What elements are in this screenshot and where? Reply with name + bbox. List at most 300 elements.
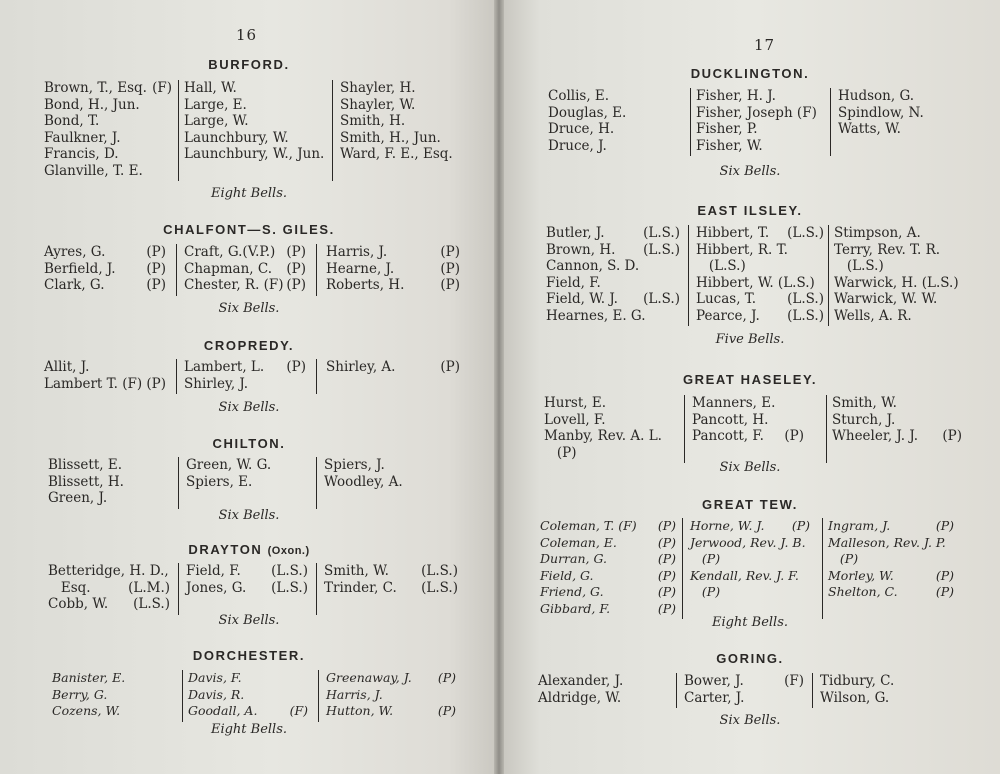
ringer-entry [540,551,676,568]
ringer-name: Lucas, T. [696,291,757,307]
name-column [820,673,940,706]
ringer-name: Spiers, E. [186,473,253,490]
parish-title [500,497,1000,512]
ringer-name: Horne, W. J. [690,518,765,533]
bell-count: Six Bells. [218,508,280,523]
ringer-name: Glanville, T. E. [44,162,143,179]
ringer-office-tag: (L.S.) [787,225,824,241]
bell-count: Six Bells. [719,713,781,728]
ringer-name: Smith, H., Jun. [340,129,441,146]
ringer-name: (P) [690,584,721,599]
ringer-office-tag: (L.S.) [787,291,824,307]
name-column [832,395,962,445]
ringer-name: (P) [828,551,859,566]
ringer-name: Bond, H., Jun. [44,96,140,113]
ringer-entry [692,428,804,445]
ringer-office-tag: (P) [935,518,954,533]
column-divider [332,80,333,181]
bell-count: Six Bells. [218,400,280,415]
parish-title [0,436,498,451]
name-column [696,225,824,324]
ringer-entry [834,242,964,259]
ringer-entry [44,130,172,147]
ringer-office-tag: (L.M.) [128,579,170,596]
parish-title-text: CHILTON. [212,436,286,451]
ringer-name: Green, W. G. [186,457,272,473]
ringer-name: Carter, J. [684,689,745,706]
ringer-entry [544,445,672,462]
ringer-entry [544,428,672,445]
ringer-name: Collis, E. [548,88,610,104]
ringer-office-tag: (L.S.) [133,596,170,612]
ringer-entry [828,518,954,535]
ringer-office-tag: (P) [657,518,676,533]
ringer-name: Malleson, Rev. J. P. [828,534,946,550]
ringer-name: Fisher, Joseph (F) [696,104,817,121]
ringer-name: Ayres, G. [44,244,106,260]
ringer-entry [44,376,166,393]
ringer-entry [544,395,672,412]
ringer-entry [52,687,174,704]
ringer-name: Field, F. [186,563,241,579]
ringer-name: Hibbert, R. T. [696,241,788,258]
ringer-entry [828,551,954,568]
ringer-entry [548,138,674,155]
ringer-entry [690,551,810,568]
ringer-entry [540,535,676,552]
parish-title-text: GREAT HASELEY. [682,372,818,387]
ringer-entry [186,457,308,474]
ringer-entry [326,359,460,376]
ringer-office-tag: (P) [657,534,676,550]
ringer-name: Aldridge, W. [538,689,622,706]
ringer-name: Wheeler, J. J. [832,428,919,444]
ringer-entry [184,80,326,97]
ringer-name: Coleman, E. [540,534,617,550]
parish-title [500,372,1000,387]
ringer-entry [546,308,680,325]
bell-count: Eight Bells. [210,186,288,201]
ringer-name: Tidbury, C. [820,673,895,689]
ringer-name: Shelton, C. [828,584,898,599]
ringer-name: Fisher, W. [696,137,763,154]
ringer-entry [326,277,460,294]
ringer-entry [838,121,958,138]
column-divider [682,518,683,619]
ringer-entry [690,584,810,601]
ringer-entry [834,225,964,242]
parish-title-qualifier: (Oxon.) [267,545,310,557]
ringer-office-tag: (P) [935,567,954,583]
ringer-name: Hibbert, T. [696,225,770,241]
ringer-name: Ward, F. E., Esq. [340,146,453,162]
ringer-office-tag: (L.S.) [271,579,308,596]
ringer-name: (P) [544,444,577,461]
ringer-name: Hearnes, E. G. [546,307,646,324]
ringer-name: Bond, T. [44,113,100,129]
name-column [538,673,668,706]
ringer-entry [684,690,804,707]
name-column [696,88,824,154]
ringer-name: Butler, J. [546,225,605,241]
ringer-entry [52,703,174,720]
parish-title-text: CROPREDY. [203,338,295,353]
ringer-name: Field, G. [540,567,594,583]
ringer-entry [340,80,462,97]
ringer-entry [186,563,308,580]
ringer-office-tag: (P) [437,703,456,718]
ringer-office-tag: (P) [935,584,954,599]
ringer-office-tag: (F) [289,703,308,718]
name-column [186,563,308,596]
ringer-name: Watts, W. [838,121,901,137]
ringer-entry [184,130,326,147]
ringer-entry [44,97,172,114]
ringer-name: Sturch, J. [832,411,896,428]
ringer-name: Warwick, H. (L.S.) [834,274,959,291]
ringer-entry [48,474,170,491]
name-column [692,395,804,445]
ringer-name: Betteridge, H. D., [48,563,169,579]
ringer-name: Harris, J. [326,686,383,702]
ringer-name: Davis, F. [188,670,242,685]
column-divider [684,395,685,463]
ringer-entry [184,244,306,261]
ringer-name: Jones, G. [186,579,247,596]
ringer-office-tag: (F) [784,673,804,689]
ringer-name: Hibbert, W. (L.S.) [696,274,815,291]
ringer-entry [44,80,172,97]
ringer-entry [538,673,668,690]
ringer-office-tag: (P) [657,551,676,566]
ringer-name: Manby, Rev. A. L. [544,428,662,444]
ringer-name: Blissett, H. [48,473,124,490]
ringer-entry [184,261,306,278]
ringer-name: Smith, W. [324,563,389,579]
ringer-entry [184,97,326,114]
ringer-entry [696,225,824,242]
bell-count: Six Bells. [719,164,781,179]
parish-title [500,651,1000,666]
ringer-entry [696,88,824,105]
ringer-name: Francis, D. [44,146,119,162]
ringer-entry [696,138,824,155]
ringer-name: Chester, R. (F) [184,277,284,293]
ringer-name: Esq. [48,579,91,596]
column-divider [178,563,179,615]
name-column [548,88,674,154]
ringer-name: Fisher, P. [696,121,758,137]
ringer-name: Druce, J. [548,137,607,154]
column-divider [316,244,317,296]
ringer-entry [184,146,326,163]
ringer-entry [834,291,964,308]
ringer-entry [690,518,810,535]
ringer-name: Craft, G.(V.P.) [184,244,276,260]
ringer-entry [184,113,326,130]
ringer-entry [696,121,824,138]
ringer-name: Spiers, J. [324,457,385,473]
ringer-entry [188,703,308,720]
column-divider [316,563,317,615]
ringer-name: Hearne, J. [326,260,395,277]
parish-title-text: DRAYTON [188,542,263,557]
column-divider [176,244,177,296]
book-gutter [494,0,504,774]
ringer-entry [48,490,170,507]
ringer-entry [188,687,308,704]
ringer-entry [546,242,680,259]
ringer-entry [44,163,172,180]
ringer-entry [186,580,308,597]
ringer-name: Lovell, F. [544,411,606,428]
ringer-entry [48,457,170,474]
parish-title-text: CHALFONT—S. GILES. [163,222,335,237]
ringer-name: Hurst, E. [544,395,607,411]
ringer-entry [340,146,462,163]
parish-title-text: DUCKLINGTON. [690,66,810,81]
ringer-name: Blissett, E. [48,457,122,473]
parish-title-text: BURFORD. [208,57,290,72]
parish-title [0,338,498,353]
ringer-name: Cobb, W. [48,596,109,612]
bell-count: Eight Bells. [711,615,789,630]
ringer-name: Clark, G. [44,277,105,293]
ringer-name: Durran, G. [540,551,607,566]
ringer-entry [832,395,962,412]
ringer-name: Brown, H. [546,241,616,258]
ringer-entry [44,261,166,278]
ringer-entry [540,584,676,601]
bell-count: Eight Bells. [210,722,288,737]
ringer-entry [690,535,810,552]
ringer-name: Banister, E. [52,670,126,685]
parish-title-text: DORCHESTER. [192,648,306,663]
ringer-office-tag: (P) [286,260,306,277]
ringer-name: Warwick, W. W. [834,291,938,307]
column-divider [826,395,827,463]
name-column [184,80,326,163]
ringer-entry [44,113,172,130]
ringer-entry [188,670,308,687]
ringer-office-tag: (P) [286,244,306,260]
ringer-entry [44,277,166,294]
ringer-name: Smith, H. [340,113,406,129]
ringer-name: Wilson, G. [820,689,890,706]
ringer-entry [186,474,308,491]
ringer-entry [696,242,824,259]
ringer-entry [546,225,680,242]
ringer-name: Large, E. [184,96,247,113]
column-divider [812,673,813,708]
ringer-name: Spindlow, N. [838,104,924,121]
column-divider [828,225,829,326]
ringer-name: Morley, W. [828,567,894,583]
ringer-office-tag: (L.S.) [643,291,680,307]
ringer-office-tag: (L.S.) [787,307,824,324]
name-column [838,88,958,138]
column-divider [178,457,179,509]
ringer-name: Brown, T., Esq. [44,80,147,96]
ringer-name: Pancott, F. [692,428,764,444]
name-column [52,670,174,720]
ringer-office-tag: (L.S.) [643,225,680,241]
name-column [48,563,170,613]
ringer-office-tag: (P) [286,359,306,375]
bell-count: Six Bells. [719,460,781,475]
ringer-entry [324,563,458,580]
ringer-name: Gibbard, F. [540,600,611,616]
ringer-name: Douglas, E. [548,104,627,121]
ringer-name: Woodley, A. [324,473,403,490]
name-column [326,359,460,376]
name-column [690,518,810,601]
ringer-entry [48,580,170,597]
ringer-name: Trinder, C. [324,579,397,596]
name-column [546,225,680,324]
name-column [186,457,308,490]
ringer-entry [696,275,824,292]
right-page [500,0,1000,774]
ringer-entry [52,670,174,687]
ringer-entry [696,105,824,122]
ringer-entry [546,291,680,308]
column-divider [688,225,689,326]
ringer-office-tag: (P) [791,518,810,533]
parish-title [0,542,498,557]
ringer-name: Goodall, A. [188,703,258,718]
name-column [340,80,462,163]
name-column [184,244,306,294]
bell-count: Six Bells. [218,613,280,628]
ringer-office-tag: (P) [784,428,804,444]
column-divider [316,359,317,394]
column-divider [830,88,831,156]
ringer-name: Roberts, H. [326,277,405,293]
ringer-entry [546,258,680,275]
ringer-name: Greenaway, J. [326,670,412,685]
ringer-name: Smith, W. [832,395,897,411]
ringer-entry [326,261,460,278]
ringer-entry [546,275,680,292]
column-divider [676,673,677,708]
ringer-name: Hutton, W. [326,703,394,718]
ringer-entry [834,258,964,275]
ringer-office-tag: (P) [146,244,166,260]
ringer-entry [690,568,810,585]
ringer-entry [828,584,954,601]
ringer-name: Pancott, H. [692,411,769,428]
ringer-entry [184,277,306,294]
ringer-office-tag: (P) [440,277,460,293]
name-column [44,80,172,179]
ringer-entry [820,673,940,690]
name-column [184,359,306,392]
ringer-name: Ingram, J. [828,518,891,533]
ringer-name: Friend, G. [540,584,604,599]
ringer-entry [548,105,674,122]
ringer-office-tag: (P) [440,244,460,260]
ringer-entry [538,690,668,707]
parish-title-text: GREAT TEW. [702,497,798,512]
ringer-name: (L.S.) [834,258,884,274]
ringer-entry [548,121,674,138]
ringer-office-tag: (P) [657,567,676,583]
bell-count: Six Bells. [218,301,280,316]
ringer-name: Wells, A. R. [834,307,912,324]
ringer-name: (L.S.) [696,258,746,274]
column-divider [178,80,179,181]
ringer-name: Field, F. [546,274,601,291]
ringer-entry [838,105,958,122]
ringer-name: Chapman, C. [184,260,272,277]
ringer-name: Coleman, T. (F) [540,518,637,533]
parish-title [0,222,498,237]
ringer-name: Shirley, A. [326,359,396,375]
ringer-entry [544,412,672,429]
name-column [188,670,308,720]
ringer-entry [540,568,676,585]
ringer-office-tag: (P) [286,277,306,293]
ringer-name: Lambert, L. [184,359,265,375]
ringer-entry [324,580,458,597]
ringer-office-tag: (P) [657,584,676,599]
name-column [684,673,804,706]
name-column [828,518,954,601]
ringer-name: Shirley, J. [184,375,249,392]
ringer-name: Pearce, J. [696,307,760,324]
ringer-entry [684,673,804,690]
ringer-entry [326,687,456,704]
ringer-entry [340,113,462,130]
column-divider [182,670,183,722]
name-column [326,670,456,720]
ringer-office-tag: (L.S.) [271,563,308,579]
ringer-name: Alexander, J. [538,673,624,689]
ringer-entry [48,596,170,613]
name-column [326,244,460,294]
ringer-name: Berry, G. [52,686,108,702]
ringer-name: Allit, J. [44,359,90,375]
name-column [540,518,676,617]
ringer-name: Hudson, G. [838,88,915,104]
name-column [544,395,672,461]
ringer-entry [44,244,166,261]
left-page [0,0,498,774]
name-column [834,225,964,324]
ringer-name: Kendall, Rev. J. F. [690,567,799,583]
ringer-name: Launchbury, W. [184,129,289,146]
ringer-name: Hall, W. [184,80,237,96]
ringer-entry [832,412,962,429]
ringer-entry [340,130,462,147]
ringer-name: Green, J. [48,490,108,506]
parish-title [0,57,498,72]
ringer-entry [44,146,172,163]
ringer-entry [326,670,456,687]
name-column [44,244,166,294]
ringer-entry [838,88,958,105]
ringer-entry [834,275,964,292]
ringer-entry [326,703,456,720]
ringer-name: Shayler, W. [340,96,416,113]
ringer-name: Druce, H. [548,121,615,137]
column-divider [318,670,319,722]
ringer-name: Lambert T. (F) (P) [44,375,167,392]
ringer-name: (P) [690,551,721,566]
ringer-name: Cozens, W. [52,703,121,718]
ringer-entry [184,359,306,376]
